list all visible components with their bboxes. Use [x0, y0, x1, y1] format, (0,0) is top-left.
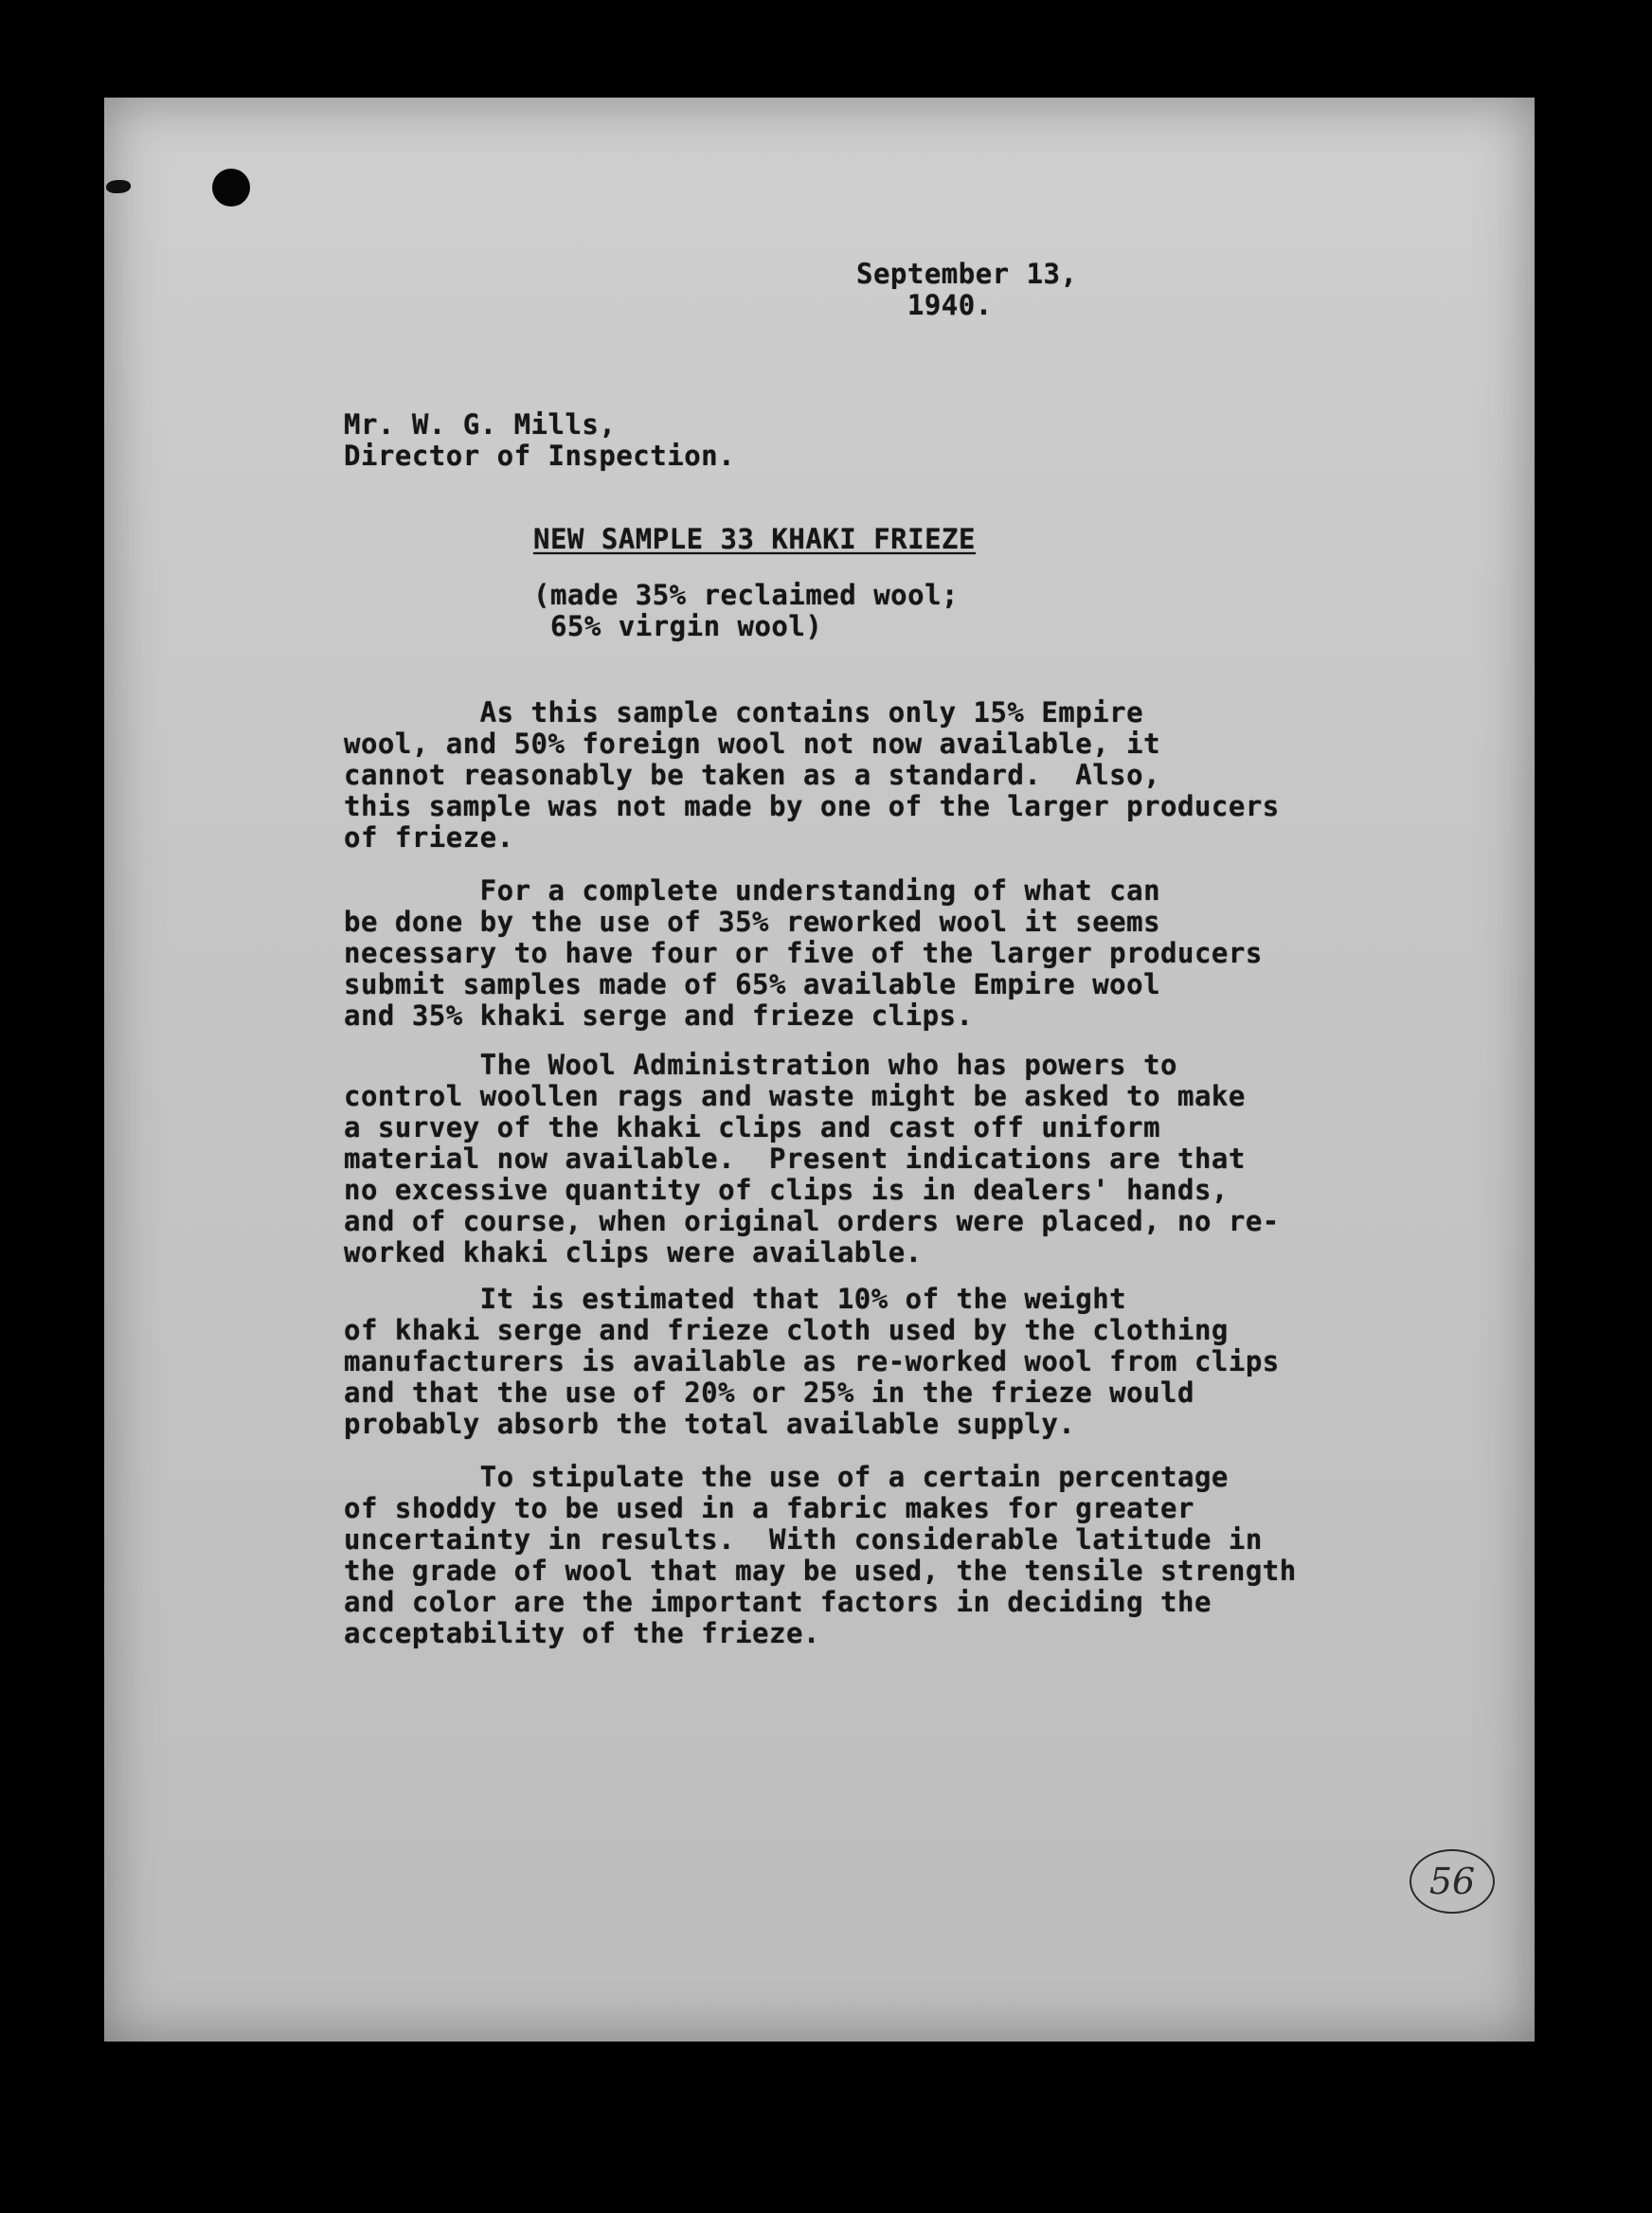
- paragraph-5: To stipulate the use of a certain percentage of shoddy to be used in a fabric makes for greater uncertainty in results. With considerable latitude in the grade of wool that may be used, the tensile strength and color are the important factors in deciding the acceptability of the frieze.: [344, 1461, 1297, 1649]
- paragraph-3: The Wool Administration who has powers to control woollen rags and waste might be asked to make a survey of the khaki clips and cast off uniform material now available. Present indications are that no excessive quantity of clips is in dealers' hands, and of course, when original orders were placed, no re- worked khaki clips were available.: [344, 1049, 1280, 1268]
- letter-heading: NEW SAMPLE 33 KHAKI FRIEZE: [533, 523, 976, 555]
- punch-hole: [212, 169, 250, 207]
- paragraph-2: For a complete understanding of what can be done by the use of 35% reworked wool it seems necessary to have four or five of the larger producers submit samples made of 65% available Empire wool and 35% khaki serge and frieze clips.: [344, 874, 1263, 1032]
- recipient-address: Mr. W. G. Mills, Director of Inspection.: [344, 408, 736, 472]
- letter-subheading: (made 35% reclaimed wool; 65% virgin wool): [533, 579, 959, 642]
- paragraph-4: It is estimated that 10% of the weight of khaki serge and frieze cloth used by the clothing manufacturers is available as re-worked wool from clips and that the use of 20% or 25% in the frieze would probably absorb the total available supply.: [344, 1283, 1280, 1440]
- letter-date: September 13, 1940.: [856, 258, 1078, 321]
- paragraph-1: As this sample contains only 15% Empire wool, and 50% foreign wool not now available, it cannot reasonably be taken as a standard. Also, this sample was not made by one of the larger producers of frieze.: [344, 696, 1280, 854]
- ink-blot: [106, 180, 131, 193]
- page-number: 56: [1410, 1849, 1495, 1914]
